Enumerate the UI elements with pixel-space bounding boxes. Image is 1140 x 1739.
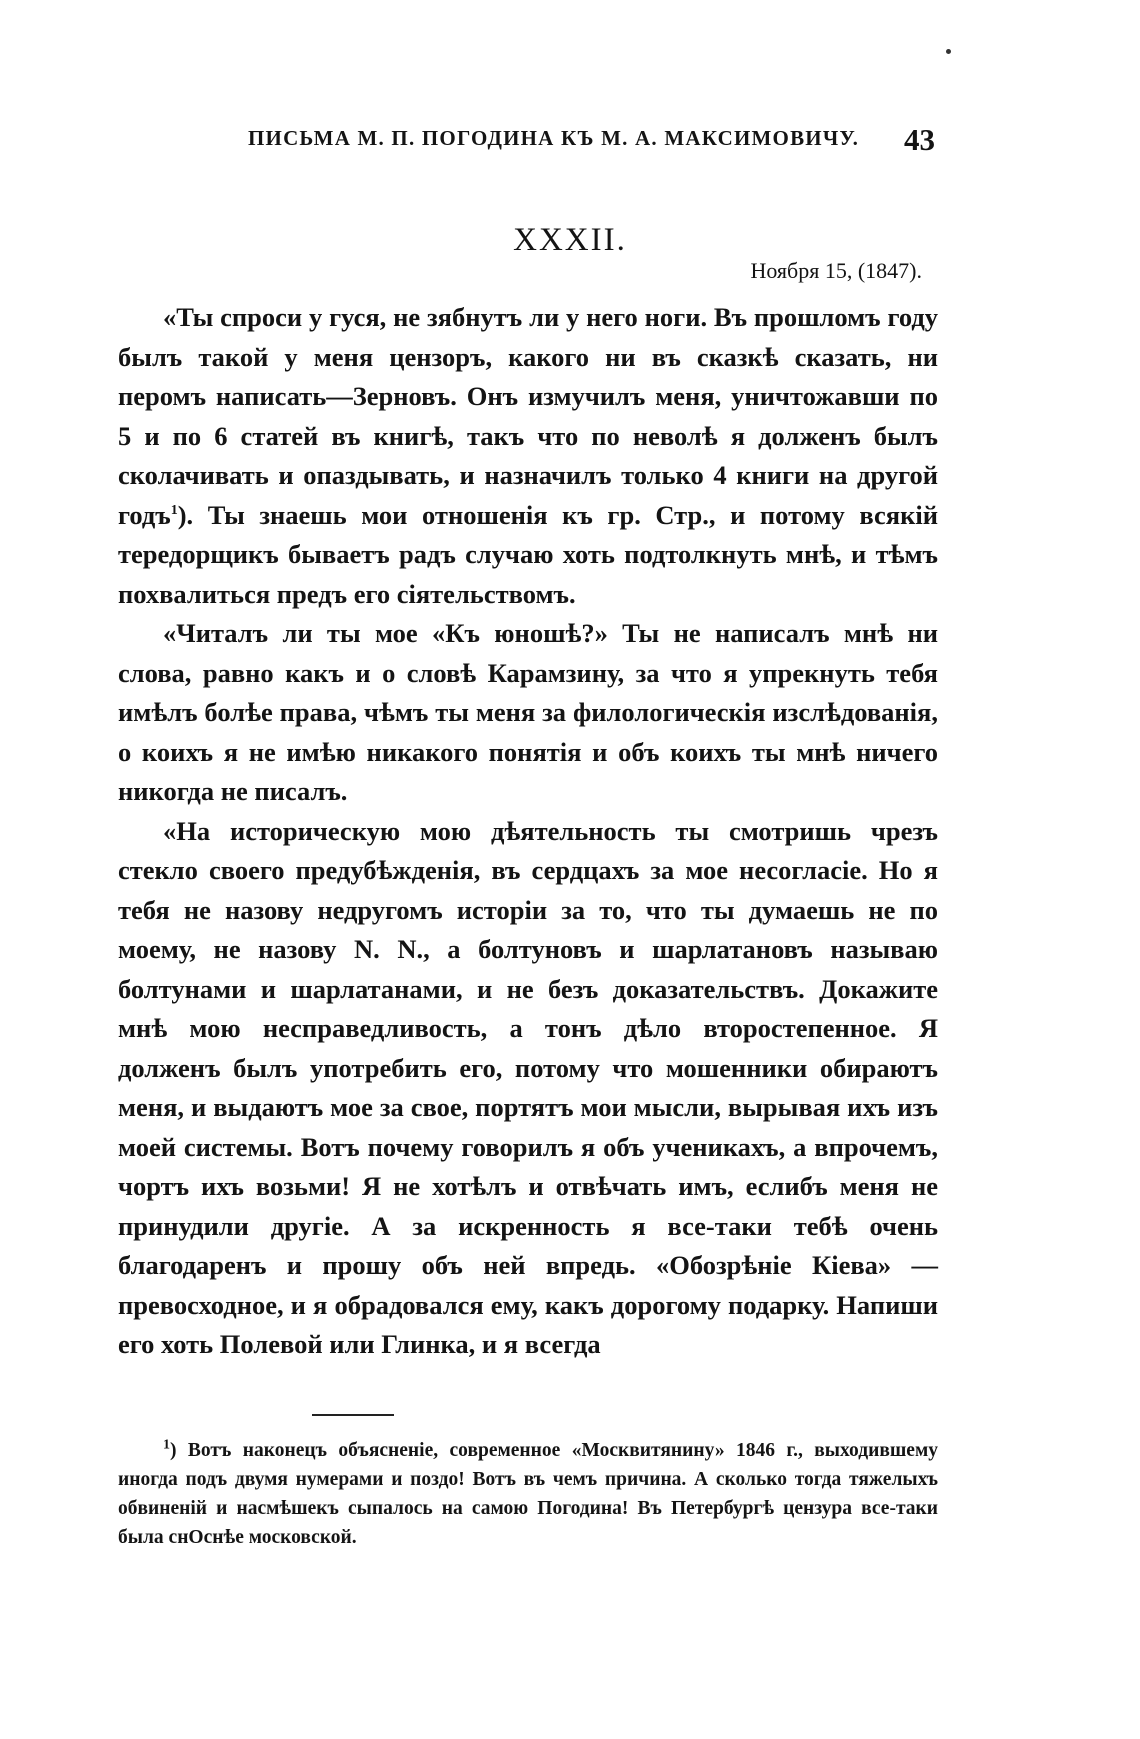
footnote-rule — [312, 1414, 394, 1416]
page-header — [230, 122, 935, 162]
footnote-ref: 1 — [170, 502, 178, 518]
footnotes — [118, 1436, 938, 1552]
paragraph-3: «На историческую мою дѣятельность ты смотришь чрезъ стекло своего предубѣжденія, въ сердцахъ за мое несогласіе. Но я тебя не назову недругомъ исторіи за то, что ты думаешь не по моему, не назову N. N., а болтуновъ и шарлатановъ называю болтунами и шарлатанами, и не безъ доказательствъ. Докажите мнѣ мою несправедливость, а тонъ дѣло второстепенное. Я долженъ былъ употребить его, потому что мошенники обираютъ меня, и выдаютъ мое за свое, портятъ мои мысли, вырывая ихъ изъ моей системы. Вотъ почему говорилъ я объ ученикахъ, а впрочемъ, чортъ ихъ возьми! Я не хотѣлъ и отвѣчать имъ, еслибъ меня не принудили другіе. А за искренность я все-таки тебѣ очень благодаренъ и прошу объ ней впредь. «Обозрѣніе Кіева» — превосходное, и я обрадовался ему, какъ дорогому подарку. Напиши его хоть Полевой или Глинка, и я всегда — [118, 815, 938, 1359]
footnote-1 — [118, 1436, 938, 1552]
print-speck — [946, 49, 951, 54]
running-title: ПИСЬМА М. П. ПОГОДИНА КЪ М. А. МАКСИМОВИЧУ. — [248, 126, 860, 150]
letter-date: Ноября 15, (1847). — [750, 258, 922, 283]
footnote-marker: 1 — [163, 1437, 170, 1453]
paragraph-1-text: «Ты спроси у гуся, не зябнутъ ли у него ноги. Въ прошломъ году былъ такой у меня цензоръ, какого ни въ сказкѣ сказать, ни перомъ написать—Зерновъ. Онъ измучилъ меня, уничтожавши по 5 и по 6 статей въ книгѣ, такъ что по неволѣ я долженъ былъ сколачивать и опаздывать, и назначилъ только 4 книги на другой годъ — [118, 302, 938, 530]
footnote-text: ) Вотъ наконецъ объясненіе, современное «Москвитянину» 1846 г., выходившему иногда подъ двумя нумерами и поздо! Вотъ въ чемъ причина. А сколько тогда тяжелыхъ обвиненій и насмѣшекъ сыпалось на самою Погодина! Въ Петербургѣ цензура все-таки была снОснѣе московской. — [118, 1440, 938, 1548]
paragraph-1-tail: ). Ты знаешь мои отношенія къ гр. Стр., и потому всякій тередорщикъ бываетъ радъ случаю хоть подтолкнуть мнѣ, и тѣмъ похвалиться предъ его сіятельствомъ. — [118, 499, 938, 609]
letter-number: XXXII. — [513, 222, 627, 258]
page-number: 43 — [904, 122, 935, 157]
paragraph-1 — [118, 298, 938, 614]
paragraph-2: «Читалъ ли ты мое «Къ юношѣ?» Ты не написалъ мнѣ ни слова, равно какъ и о словѣ Карамзину, за что я упрекнуть тебя имѣлъ болѣе права, чѣмъ ты меня за филологическія изслѣдованія, о коихъ я не имѣю никакого понятія и объ коихъ ты мнѣ ничего никогда не писалъ. — [118, 618, 938, 806]
letter-body — [118, 298, 938, 1365]
